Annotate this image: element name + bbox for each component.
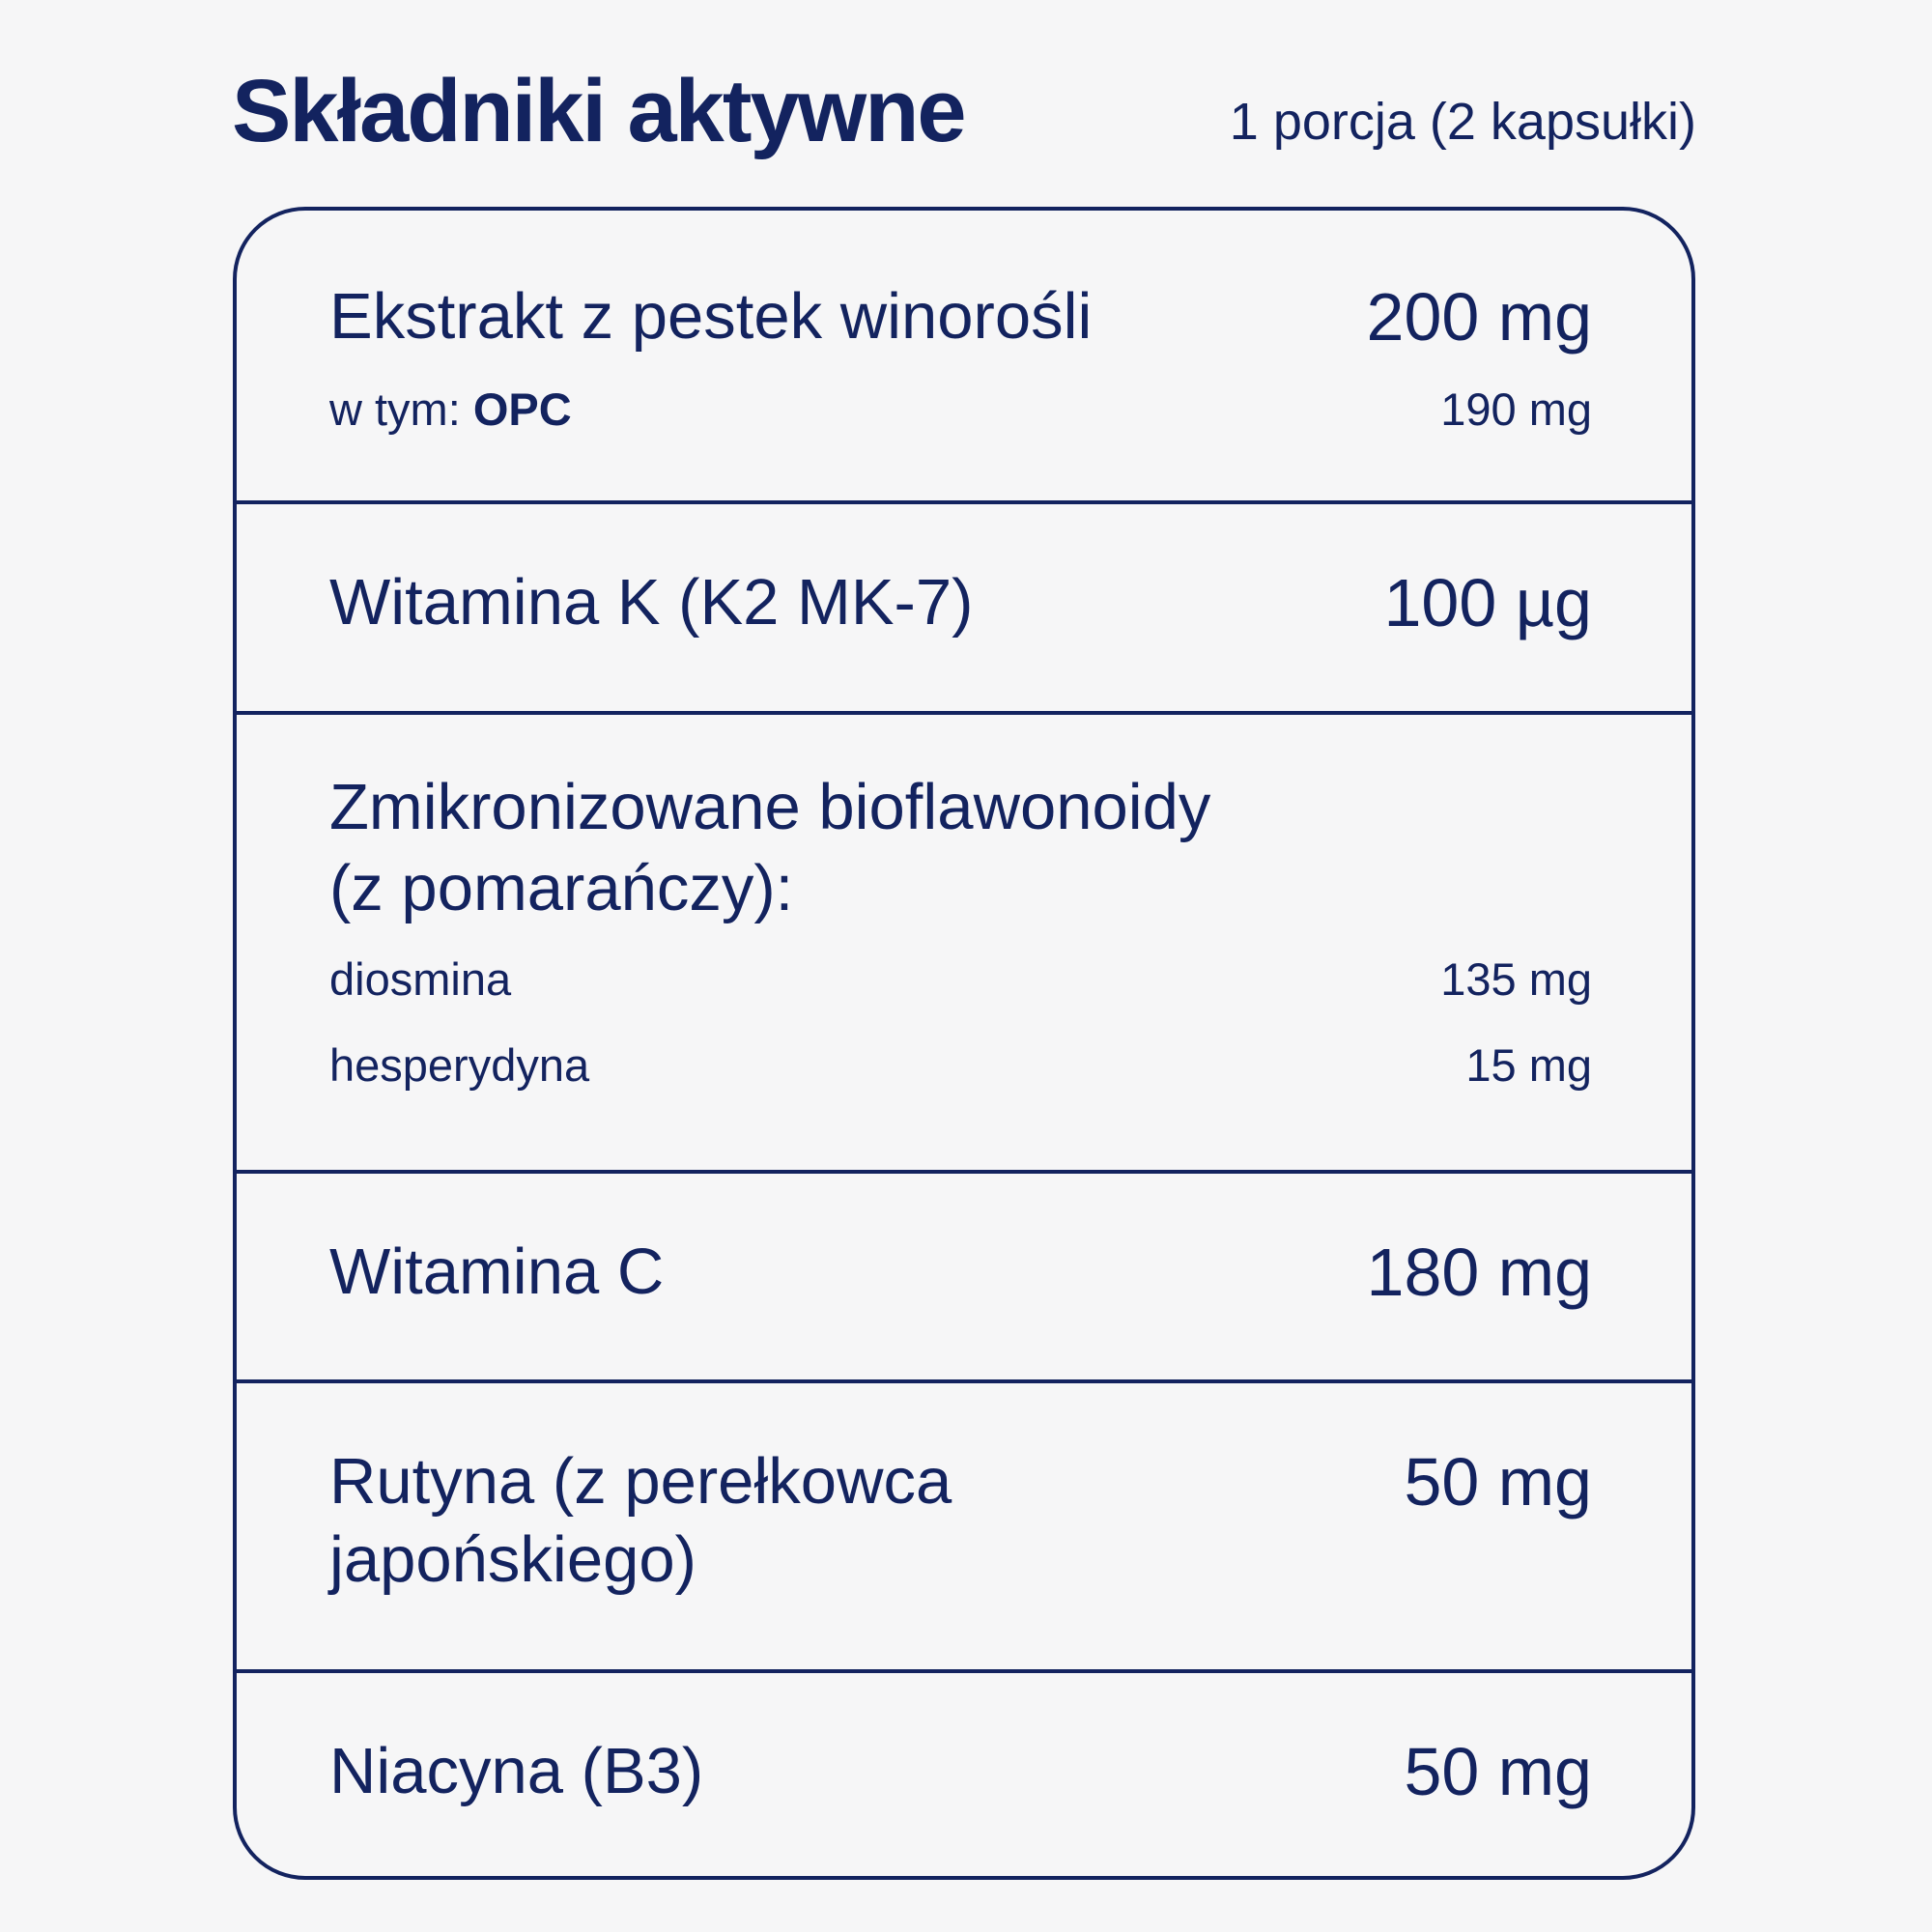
page-title: Składniki aktywne bbox=[232, 62, 965, 160]
ingredient-amount: 200 mg bbox=[1366, 279, 1592, 355]
ingredient-row bbox=[237, 1170, 1691, 1379]
ingredients-table bbox=[233, 207, 1695, 1880]
header bbox=[232, 58, 1696, 164]
serving-size-label: 1 porcja (2 kapsułki) bbox=[1229, 93, 1696, 151]
ingredient-name: Witamina C bbox=[329, 1236, 665, 1308]
ingredient-row bbox=[237, 1379, 1691, 1669]
ingredient-row bbox=[237, 1669, 1691, 1880]
ingredient-name: Niacyna (B3) bbox=[329, 1735, 704, 1807]
ingredient-name-line1: Rutyna (z perełkowca bbox=[329, 1445, 952, 1518]
ingredient-row bbox=[237, 500, 1691, 711]
ingredient-amount: 180 mg bbox=[1366, 1235, 1592, 1310]
sub-ingredient-amount: 15 mg bbox=[1465, 1039, 1592, 1091]
ingredient-amount: 100 µg bbox=[1383, 565, 1592, 640]
ingredient-amount: 50 mg bbox=[1404, 1734, 1592, 1809]
sub-ingredient-amount: 190 mg bbox=[1440, 384, 1592, 435]
ingredient-amount: 50 mg bbox=[1404, 1444, 1592, 1520]
ingredient-name-line1: Zmikronizowane bioflawonoidy bbox=[329, 771, 1211, 843]
sub-ingredient-label: OPC bbox=[472, 384, 572, 435]
sub-ingredient-amount: 135 mg bbox=[1440, 953, 1592, 1005]
ingredient-name-line2: (z pomarańczy): bbox=[329, 852, 794, 924]
ingredient-name-line2: japońskiego) bbox=[329, 1523, 696, 1596]
ingredient-name: Witamina K (K2 MK-7) bbox=[329, 566, 974, 639]
ingredient-name: Ekstrakt z pestek winorośli bbox=[329, 280, 1093, 353]
sub-ingredient-prefix: w tym: bbox=[329, 384, 473, 435]
sub-ingredient-name: hesperydyna bbox=[329, 1039, 590, 1091]
ingredient-row bbox=[237, 711, 1691, 1170]
sub-ingredient-name: diosmina bbox=[329, 953, 512, 1005]
ingredient-row bbox=[237, 211, 1691, 500]
sub-ingredient-name bbox=[329, 383, 572, 437]
